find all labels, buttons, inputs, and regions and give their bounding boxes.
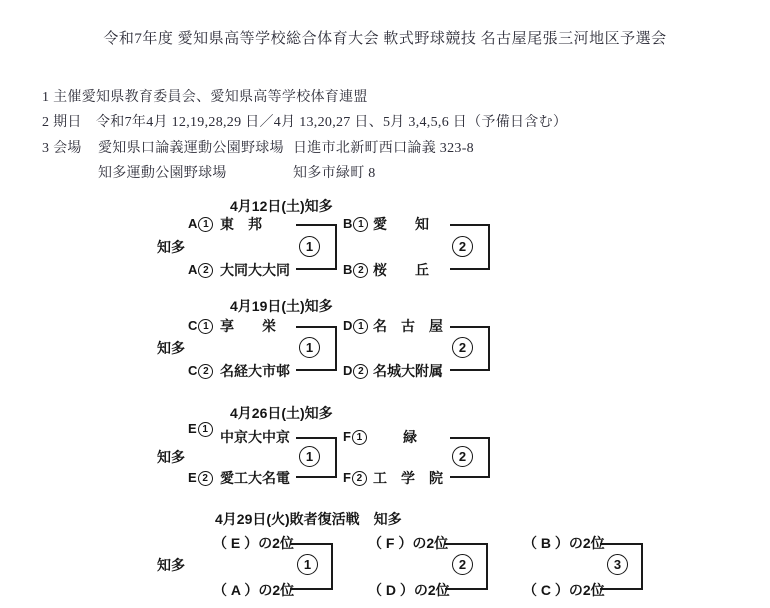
seed-number-circle: 2: [198, 364, 213, 379]
round1-pair1-bottom-team: 大同大大同: [220, 262, 290, 278]
round2-pair2-top-seed: D 1: [343, 317, 368, 335]
seed-number-circle: 1: [353, 319, 368, 334]
round3-pair1-top-seed: E 1: [188, 420, 213, 438]
venue1-name: 愛知県口論義運動公園野球場: [98, 141, 284, 156]
round3-pair2-top-seed: F 1: [343, 428, 367, 446]
round3-pair2-bottom-team: 工 学 院: [373, 470, 443, 486]
page-title: 令和7年度 愛知県高等学校総合体育大会 軟式野球競技 名古屋尾張三河地区予選会: [103, 31, 667, 47]
organizer-line: 1 主催愛知県教育委員会、愛知県高等学校体育連盟: [42, 90, 368, 105]
round4-pair3-bottom-team: （ C ）の2位: [523, 582, 605, 598]
seed-number-circle: 1: [198, 217, 213, 232]
seed-number-circle: 2: [198, 471, 213, 486]
venues-label: 3 会場: [42, 141, 82, 156]
round2-date: 4月19日(土)知多: [230, 298, 333, 314]
round1-site-label: 知多: [157, 239, 185, 255]
venue2-address: 知多市緑町 8: [293, 166, 376, 181]
seed-number-circle: 1: [198, 422, 213, 437]
round4-pair1-bottom-team: （ A ）の2位: [213, 582, 295, 598]
round1-pair2-bottom-team: 桜 丘: [373, 262, 429, 278]
round2-game2-number: 2: [452, 337, 473, 358]
round4-game3-number: 3: [607, 554, 628, 575]
round1-pair1-bottom-seed: A 2: [188, 261, 213, 279]
round3-pair1-top-team: 中京大中京: [220, 429, 290, 445]
round3-pair2-bottom-seed: F 2: [343, 469, 367, 487]
seed-number-circle: 1: [352, 430, 367, 445]
round4-game2-number: 2: [452, 554, 473, 575]
round2-pair1-top-seed: C 1: [188, 317, 213, 335]
round1-pair2-bottom-seed: B 2: [343, 261, 368, 279]
round3-game2-number: 2: [452, 446, 473, 467]
round2-game1-number: 1: [299, 337, 320, 358]
round4-date: 4月29日(火)敗者復活戦 知多: [215, 511, 402, 527]
round3-site-label: 知多: [157, 449, 185, 465]
round2-pair1-top-team: 享 栄: [220, 318, 276, 334]
round3-game1-number: 1: [299, 446, 320, 467]
round4-game1-number: 1: [297, 554, 318, 575]
round2-pair2-bottom-team: 名城大附属: [373, 363, 443, 379]
round2-pair2-top-team: 名 古 屋: [373, 318, 443, 334]
dates-line: 2 期日 令和7年4月 12,19,28,29 日／4月 13,20,27 日、5月 3,4,5,6 日（予備日含む）: [42, 115, 568, 130]
round1-date: 4月12日(土)知多: [230, 198, 333, 214]
round2-pair1-bottom-seed: C 2: [188, 362, 213, 380]
round4-pair2-bottom-team: （ D ）の2位: [368, 582, 450, 598]
round1-game1-number: 1: [299, 236, 320, 257]
round1-pair2-top-seed: B 1: [343, 215, 368, 233]
round4-pair1-top-team: （ E ）の2位: [213, 535, 294, 551]
round3-pair2-top-team: 緑: [403, 429, 417, 445]
seed-number-circle: 2: [353, 364, 368, 379]
seed-number-circle: 2: [352, 471, 367, 486]
round1-pair2-top-team: 愛 知: [373, 216, 429, 232]
round3-pair1-bottom-team: 愛工大名電: [220, 470, 290, 486]
round3-date: 4月26日(土)知多: [230, 405, 333, 421]
seed-number-circle: 2: [198, 263, 213, 278]
round4-pair3-top-team: （ B ）の2位: [523, 535, 605, 551]
round4-site-label: 知多: [157, 557, 185, 573]
round3-pair1-bottom-seed: E 2: [188, 469, 213, 487]
seed-number-circle: 1: [353, 217, 368, 232]
round2-pair2-bottom-seed: D 2: [343, 362, 368, 380]
round1-pair1-top-seed: A 1: [188, 215, 213, 233]
round1-game2-number: 2: [452, 236, 473, 257]
seed-number-circle: 1: [198, 319, 213, 334]
round1-pair1-top-team: 東 邦: [220, 216, 262, 232]
venue2-name: 知多運動公園野球場: [98, 166, 227, 181]
seed-number-circle: 2: [353, 263, 368, 278]
venue1-address: 日進市北新町西口論義 323-8: [293, 141, 474, 156]
round2-site-label: 知多: [157, 340, 185, 356]
round2-pair1-bottom-team: 名経大市邨: [220, 363, 290, 379]
round4-pair2-top-team: （ F ）の2位: [368, 535, 449, 551]
